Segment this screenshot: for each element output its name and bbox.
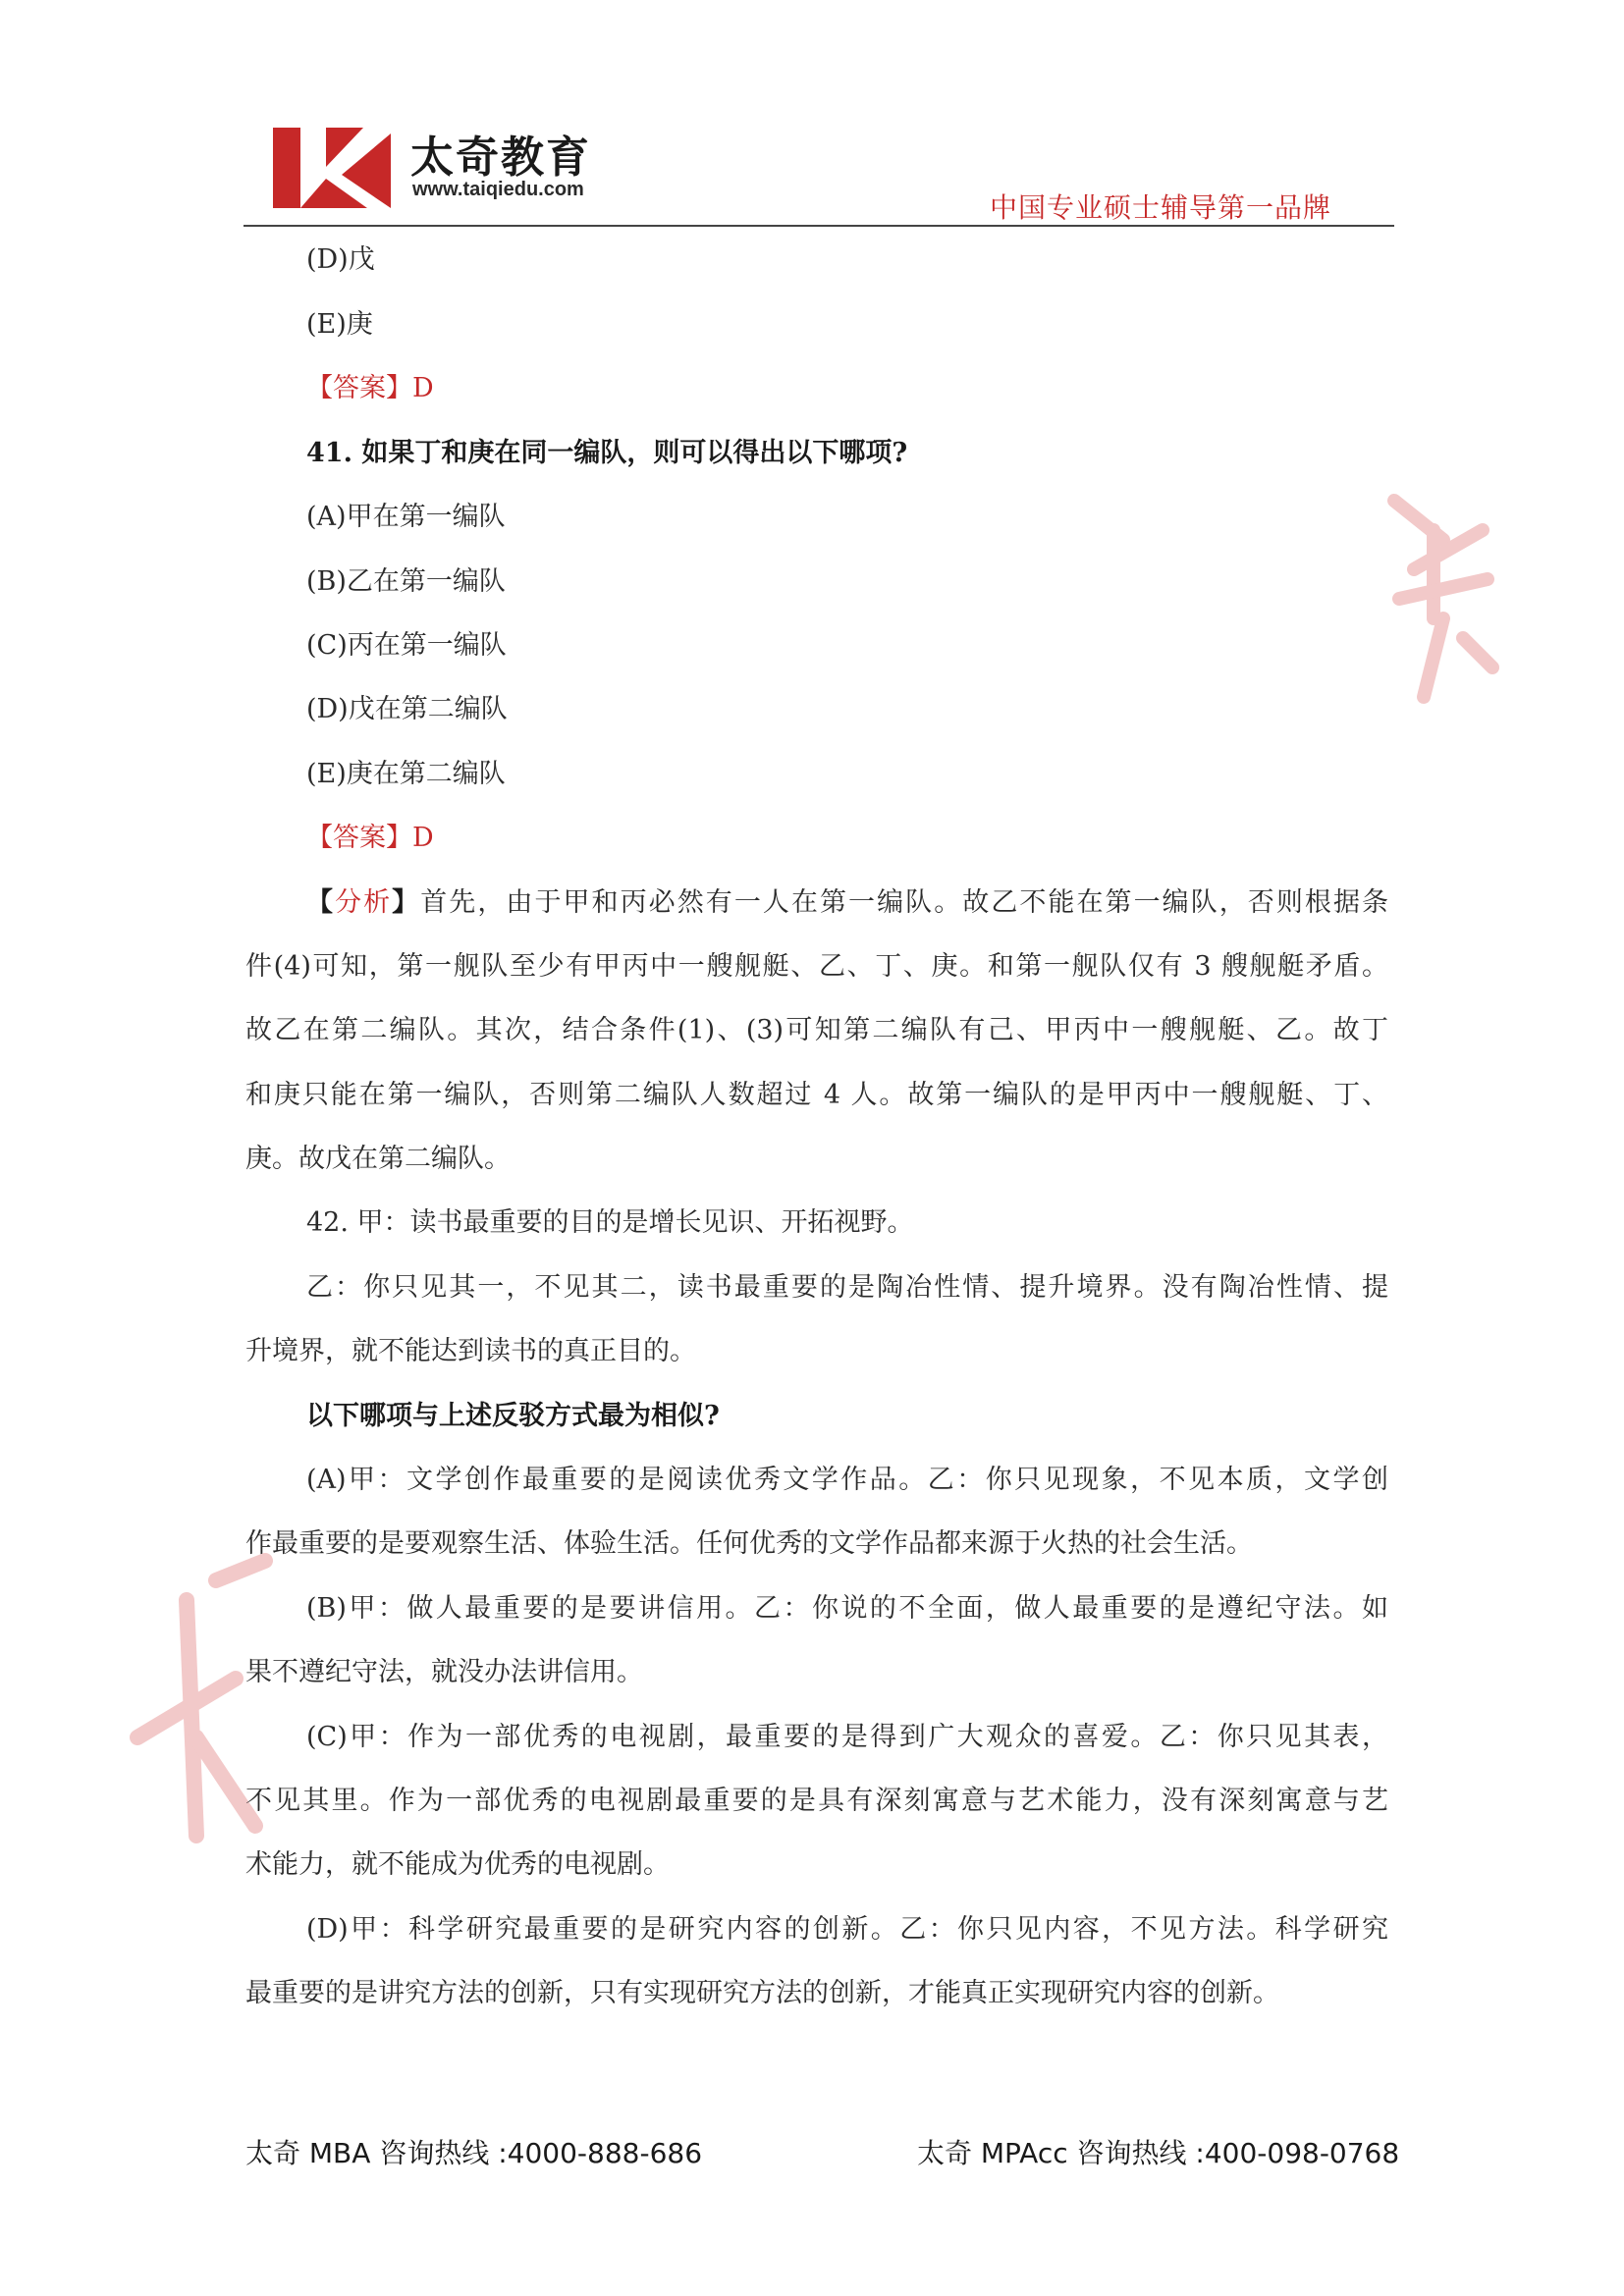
footer-mba-hotline: 太奇 MBA 咨询热线 :4000-888-686: [245, 2137, 703, 2169]
q42-stem-line-2: 乙：你只见其一，不见其二，读书最重要的是陶冶性情、提升境界。没有陶冶性情、提: [306, 1272, 1388, 1303]
brand-name: 太奇教育: [410, 133, 591, 183]
q42-option-b-line-2: 果不遵纪守法，就没办法讲信用。: [245, 1657, 643, 1687]
q41-analysis-line-1: [306, 883, 1388, 923]
q41-analysis-line-3: 故乙在第二编队。其次，结合条件(1)、(3)可知第二编队有己、甲丙中一艘舰艇、乙。故丁: [245, 1015, 1388, 1045]
q40-option-d: (D)戊: [306, 244, 375, 275]
answer-bracket-open: 【: [306, 823, 333, 853]
q41-answer: [306, 819, 434, 858]
q41-option-e: (E)庚在第二编队: [306, 759, 506, 789]
answer-label: 答案: [333, 823, 386, 853]
q42-stem-line-3: 升境界，就不能达到读书的真正目的。: [245, 1336, 696, 1366]
header-slogan: 中国专业硕士辅导第一品牌: [990, 191, 1332, 224]
q41-option-b: (B)乙在第一编队: [306, 566, 506, 597]
answer-bracket-open: 【: [306, 373, 333, 403]
q41-stem: 41. 如果丁和庚在同一编队，则可以得出以下哪项?: [306, 438, 908, 468]
header-divider: [244, 225, 1394, 227]
answer-value: D: [412, 823, 434, 853]
q42-option-a-line-2: 作最重要的是要观察生活、体验生活。任何优秀的文学作品都来源于火热的社会生活。: [245, 1528, 1253, 1559]
q41-analysis-line-2: 件(4)可知，第一舰队至少有甲丙中一艘舰艇、乙、丁、庚。和第一舰队仅有 3 艘舰艇矛盾。: [245, 951, 1388, 982]
q42-option-d-line-1: (D)甲：科学研究最重要的是研究内容的创新。乙：你只见内容，不见方法。科学研究: [306, 1914, 1388, 1945]
q42-stem-line-1: 42. 甲：读书最重要的目的是增长见识、开拓视野。: [306, 1207, 914, 1238]
watermark-top-right: [1375, 471, 1502, 717]
brand-url: www.taiqiedu.com: [412, 179, 584, 200]
q41-option-c: (C)丙在第一编队: [306, 630, 507, 661]
q41-option-a: (A)甲在第一编队: [306, 502, 506, 532]
page-header: [0, 0, 1624, 231]
q41-analysis-line-5: 庚。故戊在第二编队。: [245, 1144, 511, 1174]
q42-option-c-line-3: 术能力，就不能成为优秀的电视剧。: [245, 1849, 670, 1880]
answer-bracket-close: 】: [386, 823, 412, 853]
analysis-bracket-close: 】: [392, 887, 421, 918]
q42-option-d-line-2: 最重要的是讲究方法的创新，只有实现研究方法的创新，才能真正实现研究内容的创新。: [245, 1978, 1279, 2008]
q41-option-d: (D)戊在第二编队: [306, 694, 508, 724]
q42-question: 以下哪项与上述反驳方式最为相似?: [306, 1401, 720, 1431]
answer-value: D: [412, 373, 434, 403]
q42-option-c-line-2: 不见其里。作为一部优秀的电视剧最重要的是具有深刻寓意与艺术能力，没有深刻寓意与艺: [245, 1786, 1388, 1816]
analysis-label: 分析: [335, 887, 393, 918]
q40-answer: [306, 369, 434, 408]
analysis-bracket-open: 【: [306, 887, 336, 918]
q41-analysis-line-4: 和庚只能在第一编队，否则第二编队人数超过 4 人。故第一编队的是甲丙中一艘舰艇、丁、: [245, 1080, 1388, 1110]
taiqi-logo-icon: [273, 128, 391, 208]
footer-mpacc-hotline: 太奇 MPAcc 咨询热线 :400-098-0768: [917, 2137, 1400, 2169]
q42-option-a-line-1: (A)甲：文学创作最重要的是阅读优秀文学作品。乙：你只见现象，不见本质，文学创: [306, 1465, 1388, 1495]
q42-option-b-line-1: (B)甲：做人最重要的是要讲信用。乙：你说的不全面，做人最重要的是遵纪守法。如: [306, 1593, 1388, 1624]
analysis-text: 首先，由于甲和丙必然有一人在第一编队。故乙不能在第一编队，否则根据条: [420, 887, 1389, 918]
answer-bracket-close: 】: [386, 373, 412, 403]
answer-label: 答案: [333, 373, 386, 403]
q40-option-e: (E)庚: [306, 309, 373, 340]
q42-option-c-line-1: (C)甲：作为一部优秀的电视剧，最重要的是得到广大观众的喜爱。乙：你只见其表，: [306, 1722, 1388, 1752]
